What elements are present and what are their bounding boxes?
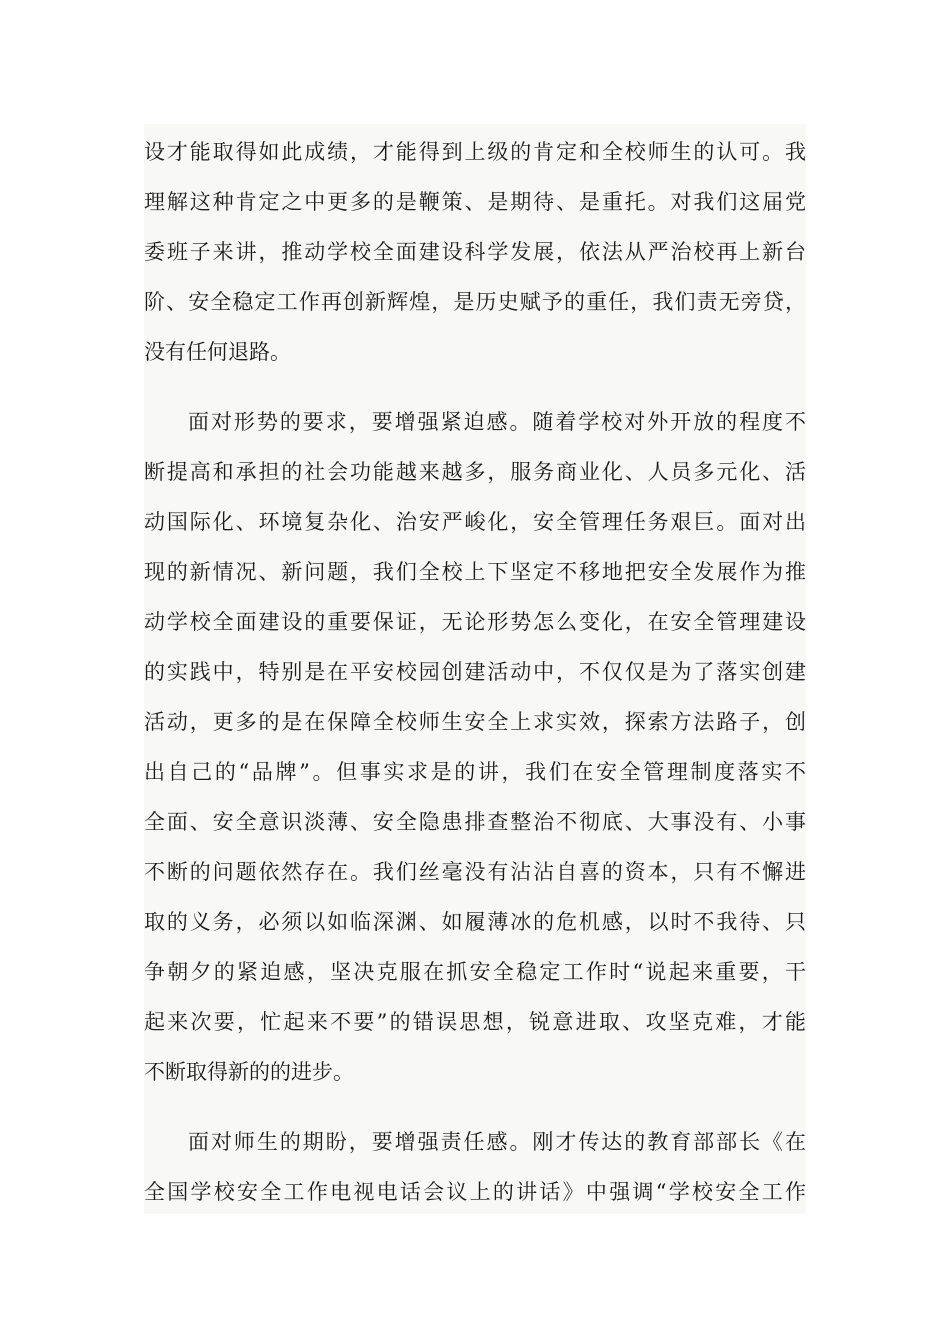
text-line: 全面、安全意识淡薄、安全隐患排查整治不彻底、大事没有、小事	[144, 810, 806, 834]
text-line: 断提高和承担的社会功能越来越多，服务商业化、人员多元化、活	[144, 460, 806, 484]
text-line: 委班子来讲，推动学校全面建设科学发展，依法从严治校再上新台	[144, 240, 806, 264]
text-line: 动国际化、环境复杂化、治安严峻化，安全管理任务艰巨。面对出	[144, 510, 806, 534]
text-line: 起来次要，忙起来不要”的错误思想，锐意进取、攻坚克难，才能	[144, 1010, 806, 1034]
text-line: 没有任何退路。	[144, 340, 291, 364]
text-line: 不断取得新的的进步。	[144, 1060, 354, 1084]
text-line: 面对师生的期盼，要增强责任感。刚才传达的教育部部长《在	[188, 1130, 806, 1154]
text-line: 理解这种肯定之中更多的是鞭策、是期待、是重托。对我们这届党	[144, 190, 806, 214]
text-line: 争朝夕的紧迫感，坚决克服在抓安全稳定工作时“说起来重要，干	[144, 960, 806, 984]
text-line: 动学校全面建设的重要保证，无论形势怎么变化，在安全管理建设	[144, 610, 806, 634]
text-line: 出自己的“品牌”。但事实求是的讲，我们在安全管理制度落实不	[144, 760, 806, 784]
text-line: 不断的问题依然存在。我们丝毫没有沾沾自喜的资本，只有不懈进	[144, 860, 806, 884]
text-line: 现的新情况、新问题，我们全校上下坚定不移地把安全发展作为推	[144, 560, 806, 584]
text-line: 面对形势的要求，要增强紧迫感。随着学校对外开放的程度不	[188, 410, 806, 434]
text-line: 的实践中，特别是在平安校园创建活动中，不仅仅是为了落实创建	[144, 660, 806, 684]
text-line: 阶、安全稳定工作再创新辉煌，是历史赋予的重任，我们责无旁贷，	[144, 290, 806, 314]
text-line: 设才能取得如此成绩，才能得到上级的肯定和全校师生的认可。我	[144, 140, 806, 164]
text-line: 活动，更多的是在保障全校师生安全上求实效，探索方法路子，创	[144, 710, 806, 734]
document-body	[144, 124, 806, 1214]
text-line: 全国学校安全工作电视电话会议上的讲话》中强调“学校安全工作	[144, 1180, 806, 1204]
text-line: 取的义务，必须以如临深渊、如履薄冰的危机感，以时不我待、只	[144, 910, 806, 934]
